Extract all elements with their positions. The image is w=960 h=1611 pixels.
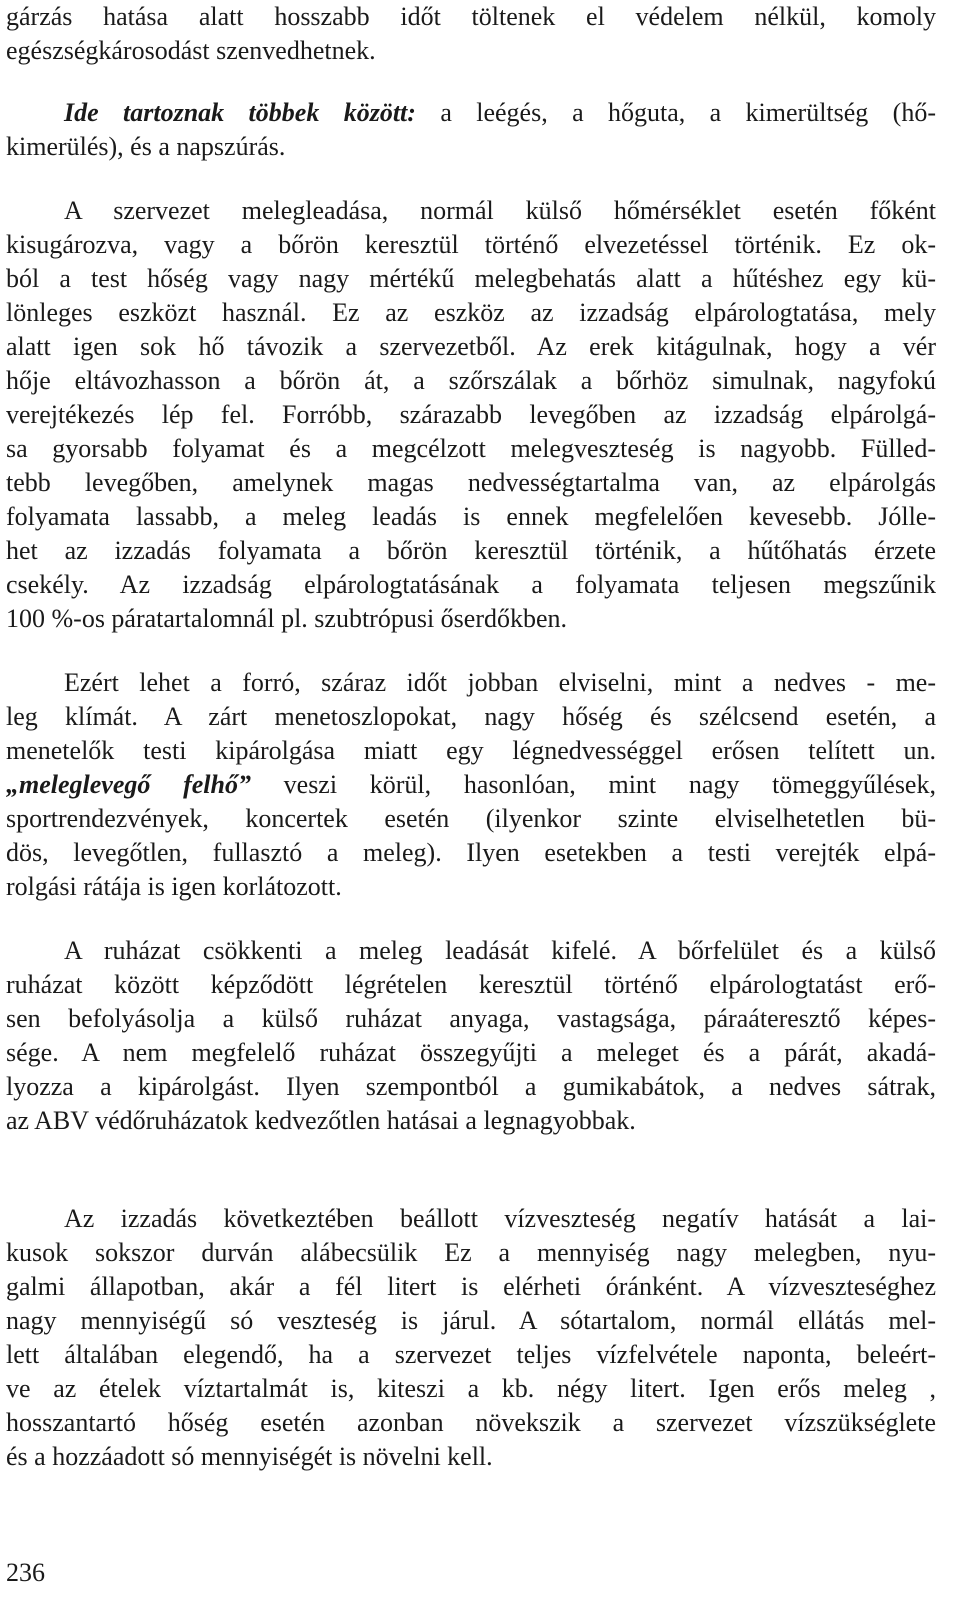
body-text-line bbox=[6, 96, 936, 130]
body-text-line: csekély. Az izzadság elpárologtatásának a folyamata teljesen megszűnik bbox=[6, 570, 936, 599]
body-text-line: ve az ételek víztartalmát is, kiteszi a kb. négy litert. Igen erős meleg , bbox=[6, 1374, 936, 1403]
body-text-line: az ABV védőruházatok kedvezőtlen hatásai a legnagyobbak. bbox=[6, 1106, 636, 1135]
body-text-line: tebb levegőben, amelynek magas nedvességtartalma van, az elpárolgás bbox=[6, 468, 936, 497]
body-text-line: sége. A nem megfelelő ruházat összegyűjti a meleget és a párát, akadá- bbox=[6, 1038, 936, 1067]
body-text-line: sa gyorsabb folyamat és a megcélzott melegveszteség is nagyobb. Fülled- bbox=[6, 434, 936, 463]
body-text-line: gárzás hatása alatt hosszabb időt töltenek el védelem nélkül, komoly bbox=[6, 2, 936, 31]
body-text-line: Az izzadás következtében beállott vízveszteség negatív hatását a lai- bbox=[64, 1204, 936, 1233]
body-text-line: A szervezet melegleadása, normál külső hőmérséklet esetén főként bbox=[64, 196, 936, 225]
line-text: a leégés, a hőguta, a kimerültség (hő- bbox=[415, 98, 936, 127]
body-text-line: kisugározva, vagy a bőrön keresztül történő elvezetéssel történik. Ez ok- bbox=[6, 230, 936, 259]
body-text-line: verejtékezés lép fel. Forróbb, szárazabb levegőben az izzadság elpárolgá- bbox=[6, 400, 936, 429]
body-text-line: kimerülés), és a napszúrás. bbox=[6, 132, 286, 161]
emphasized-lead: Ide tartoznak többek között: bbox=[64, 98, 416, 127]
body-text-line: és a hozzáadott só mennyiségét is növelni kell. bbox=[6, 1442, 493, 1471]
body-text-line: hosszantartó hőség esetén azonban növekszik a szervezet vízszükséglete bbox=[6, 1408, 936, 1437]
body-text-line: ruházat között képződött légrételen keresztül történő elpárologtatást erő- bbox=[6, 970, 936, 999]
body-text-line: folyamata lassabb, a meleg leadás is ennek megfelelően kevesebb. Jólle- bbox=[6, 502, 936, 531]
body-text-line: alatt igen sok hő távozik a szervezetből. Az erek kitágulnak, hogy a vér bbox=[6, 332, 936, 361]
body-text-line: lett általában elegendő, ha a szervezet teljes vízfelvétele naponta, beleért- bbox=[6, 1340, 936, 1369]
body-text-line: nagy mennyiségű só veszteség is járul. A sótartalom, normál ellátás mel- bbox=[6, 1306, 936, 1335]
line-text: veszi körül, hasonlóan, mint nagy tömeggyűlések, bbox=[250, 770, 936, 799]
body-text-line: sen befolyásolja a külső ruházat anyaga, vastagsága, páraáteresztő képes- bbox=[6, 1004, 936, 1033]
body-text-line: Ezért lehet a forró, száraz időt jobban elviselni, mint a nedves - me- bbox=[64, 668, 936, 697]
body-text-line bbox=[6, 768, 936, 802]
body-text-line: sportrendezvények, koncertek esetén (ilyenkor szinte elviselhetetlen bü- bbox=[6, 804, 936, 833]
body-text-line: ból a test hőség vagy nagy mértékű melegbehatás alatt a hűtéshez egy kü- bbox=[6, 264, 936, 293]
body-text-line: menetelők testi kipárolgása miatt egy légnedvességgel erősen telített un. bbox=[6, 736, 936, 765]
body-text-line: A ruházat csökkenti a meleg leadását kifelé. A bőrfelület és a külső bbox=[64, 936, 936, 965]
body-text-line: leg klímát. A zárt menetoszlopokat, nagy hőség és szélcsend esetén, a bbox=[6, 702, 936, 731]
body-text-line: het az izzadás folyamata a bőrön keresztül történik, a hűtőhatás érzete bbox=[6, 536, 936, 565]
body-text-line: 100 %-os páratartalomnál pl. szubtrópusi őserdőkben. bbox=[6, 604, 568, 633]
body-text-line: galmi állapotban, akár a fél litert is elérheti óránként. A vízveszteséghez bbox=[6, 1272, 936, 1301]
body-text-line: hője eltávozhasson a bőrön át, a szőrszálak a bőrhöz simulnak, nagyfokú bbox=[6, 366, 936, 395]
body-text-line: egészségkárosodást szenvedhetnek. bbox=[6, 36, 376, 65]
body-text-line: lönleges eszközt használ. Ez az eszköz az izzadság elpárologtatása, mely bbox=[6, 298, 936, 327]
body-text-line: lyozza a kipárolgást. Ilyen szempontból a gumikabátok, a nedves sátrak, bbox=[6, 1072, 936, 1101]
page-number: 236 bbox=[6, 1558, 45, 1587]
body-text-line: rolgási rátája is igen korlátozott. bbox=[6, 872, 342, 901]
emphasized-term: „meleglevegő felhő” bbox=[6, 770, 251, 799]
body-text-line: kusok sokszor durván alábecsülik Ez a mennyiség nagy melegben, nyu- bbox=[6, 1238, 936, 1267]
body-text-line: dös, levegőtlen, fullasztó a meleg). Ilyen esetekben a testi verejték elpá- bbox=[6, 838, 936, 867]
